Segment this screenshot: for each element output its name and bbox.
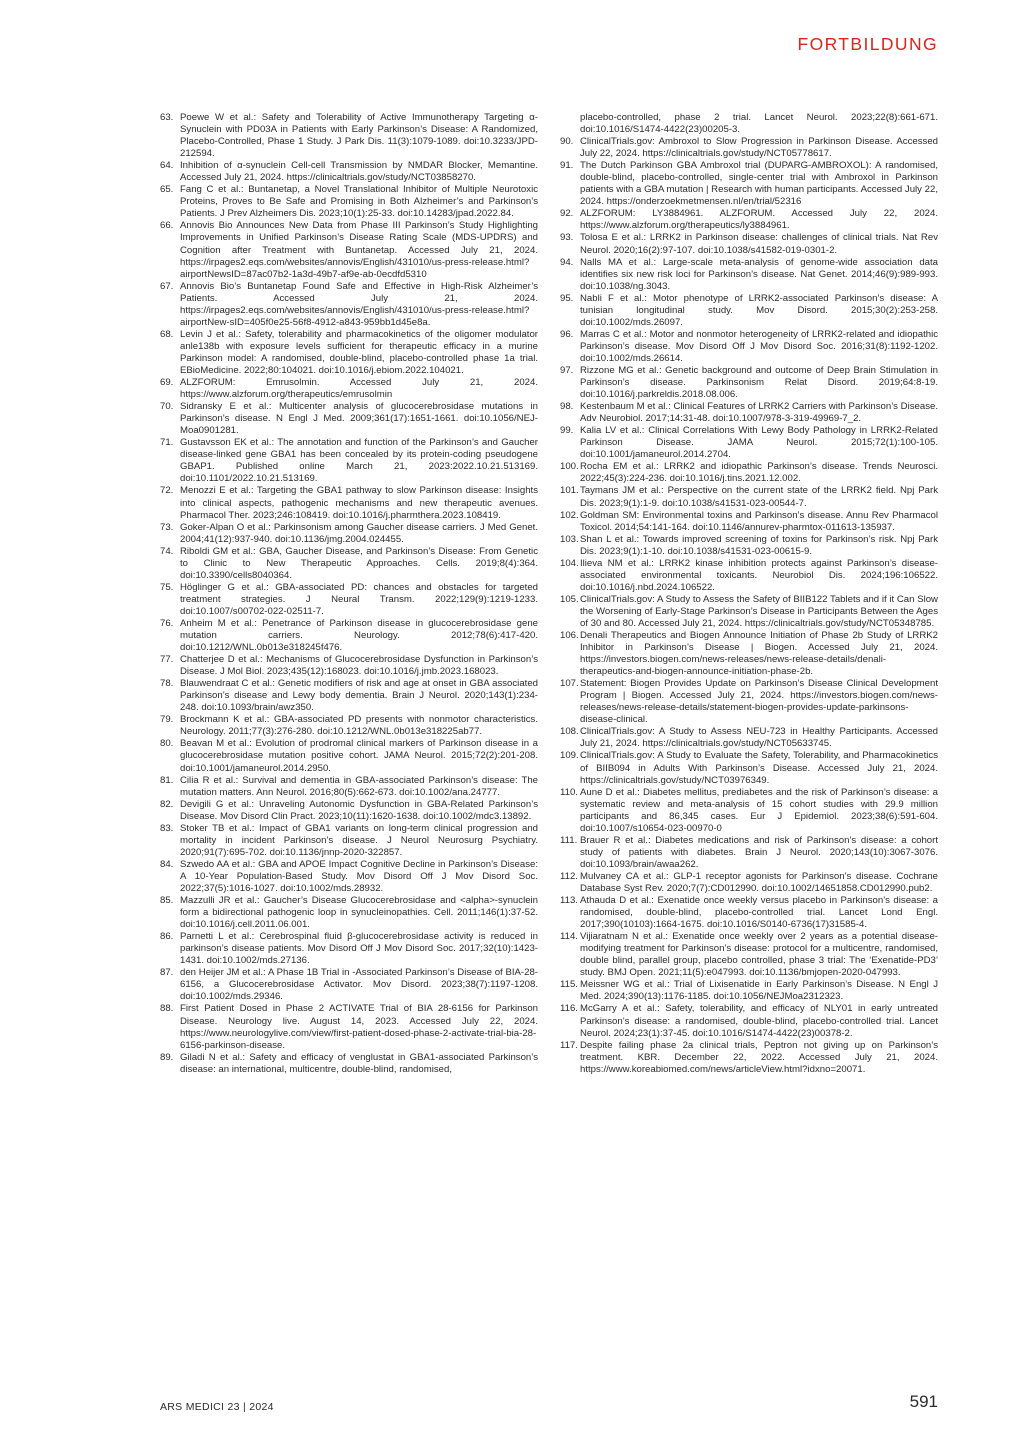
reference-text: Denali Therapeutics and Biogen Announce Initiation of Phase 2b Study of LRRK2 Inhibitor in Parkinson’s Disease | Biogen. Accessed July 21, 2024. https://investors.biogen.com/news-releases/news-release-details/denali-therapeutics-and-biogen-announce-initiation-phase-2b. [580, 630, 938, 678]
reference-number: 68. [160, 328, 174, 340]
reference-text: Marras C et al.: Motor and nonmotor heterogeneity of LRRK2-related and idiopathic Parkinson’s disease. Mov Disord Off J Mov Disord Soc. 2016;31(8):1192-1202. doi:10.1002/mds.26614. [580, 328, 938, 364]
reference-text: Szwedo AA et al.: GBA and APOE Impact Cognitive Decline in Parkinson’s Disease: A 10-Year Population-Based Study. Mov Disord Off J Mov Disord Soc. 2022;37(5):1016-1027. doi:10.1002/mds.28932. [180, 858, 538, 894]
reference-item [560, 293, 938, 329]
reference-item [560, 112, 938, 136]
reference-item [560, 232, 938, 256]
reference-number: 63. [160, 112, 174, 123]
reference-text: Brauer R et al.: Diabetes medications and risk of Parkinson’s disease: a cohort study of patients with diabetes. Brain J Neurol. 2020;143(10):3067-3076. doi:10.1093/brain/awaa262. [580, 834, 938, 870]
reference-text: Goldman SM: Environmental toxins and Parkinson’s disease. Annu Rev Pharmacol Toxicol. 2014;54:141-164. doi:10.1146/annurev-pharmtox-011613-135937. [580, 509, 938, 533]
reference-number: 110. [560, 786, 578, 798]
reference-text: Anheim M et al.: Penetrance of Parkinson disease in glucocerebrosidase gene mutation carriers. Neurology. 2012;78(6):417-420. doi:10.1212/WNL.0b013e318245f476. [180, 617, 538, 654]
reference-number: 82. [160, 798, 174, 810]
reference-item [160, 823, 538, 859]
reference-number: 93. [560, 232, 574, 244]
reference-number: 106. [560, 630, 579, 642]
reference-item [160, 738, 538, 774]
reference-text: ALZFORUM: LY3884961. ALZFORUM. Accessed July 22, 2024. https://www.alzforum.org/therapeutics/ly3884961. [580, 208, 938, 232]
reference-item [560, 534, 938, 558]
reference-item [160, 522, 538, 546]
reference-text: Statement: Biogen Provides Update on Parkinson’s Disease Clinical Development Program | Biogen. Accessed July 21, 2024. https://investors.biogen.com/news-releases/news-release-details/statement-biogen-provides-update-parkinsons-disease-clinical. [580, 678, 938, 726]
reference-item [560, 136, 938, 160]
journal-footer: ARS MEDICI 23 | 2024 [160, 1401, 274, 1413]
reference-text: Ilieva NM et al.: LRRK2 kinase inhibition protects against Parkinson’s disease-associated environmental toxicants. Neurobiol Dis. 2024;196:106522. doi:10.1016/j.nbd.2024.106522. [580, 557, 938, 593]
reference-number: 66. [160, 220, 174, 232]
reference-number: 76. [160, 617, 174, 629]
reference-number: 114. [560, 931, 578, 943]
reference-text: Fang C et al.: Buntanetap, a Novel Translational Inhibitor of Multiple Neurotoxic Proteins, Proves to Be Safe and Promising in Both Alzheimer’s and Parkinson’s Patients. J Prev Alzheimers Dis. 2023;10(1):25-33. doi:10.14283/jpad.2022.84. [180, 184, 538, 220]
reference-item [560, 329, 938, 365]
reference-text: Rizzone MG et al.: Genetic background and outcome of Deep Brain Stimulation in Parkinson’s disease. Parkinsonism Relat Disord. 2019;64:8-19. doi:10.1016/j.parkreldis.2018.08.006. [580, 364, 938, 401]
reference-text: The Dutch Parkinson GBA Ambroxol trial (DUPARG-AMBROXOL): A randomised, double-blind, placebo-controlled, single-center trial with Ambroxol in Parkinson patients with a GBA mutation | Research with human participants. Accessed July 22, 2024. https://onderzoekmetmensen.nl/en/trial/52316 [580, 160, 938, 208]
reference-number: 97. [560, 364, 574, 376]
references-left-column [160, 112, 538, 1076]
reference-number: 87. [160, 967, 174, 979]
reference-item [560, 787, 938, 835]
reference-text: Nalls MA et al.: Large-scale meta-analysis of genome-wide association data identifies six new risk loci for Parkinson’s disease. Nat Genet. 2014;46(9):989-993. doi:10.1038/ng.3043. [580, 256, 938, 292]
reference-item [560, 461, 938, 485]
reference-item [160, 281, 538, 329]
reference-number: 95. [560, 292, 574, 304]
reference-item [560, 510, 938, 534]
reference-text: Shan L et al.: Towards improved screening of toxins for Parkinson’s risk. Npj Park Dis. 2023;9(1):1-10. doi:10.1038/s41531-023-00615-9. [580, 533, 938, 557]
reference-item [160, 618, 538, 654]
reference-number: 111. [560, 834, 578, 846]
reference-item [560, 208, 938, 232]
reference-item [560, 425, 938, 461]
reference-text: Despite failing phase 2a clinical trials, Peptron not giving up on Parkinson’s treatment. KBR. December 22, 2022. Accessed July 21, 2024. https://www.koreabiomed.com/news/articleView.html?idxno=20071. [580, 1039, 938, 1075]
reference-number: 64. [160, 160, 174, 172]
reference-item [160, 377, 538, 401]
reference-number: 86. [160, 931, 174, 943]
reference-number: 91. [560, 160, 574, 172]
reference-item [160, 678, 538, 714]
reference-number: 104. [560, 557, 579, 569]
reference-number: 83. [160, 822, 174, 834]
reference-number: 102. [560, 509, 579, 521]
reference-number: 109. [560, 750, 579, 762]
reference-item [560, 895, 938, 931]
reference-item [560, 931, 938, 979]
reference-item [560, 726, 938, 750]
reference-text: Höglinger G et al.: GBA-associated PD: chances and obstacles for targeted treatment strategies. J Neural Transm. 2022;129(9):1219-1233. doi:10.1007/s00702-022-02511-7. [180, 581, 538, 617]
reference-number: 115. [560, 979, 578, 991]
reference-number: 78. [160, 678, 174, 690]
reference-text: Goker-Alpan O et al.: Parkinsonism among Gaucher disease carriers. J Med Genet. 2004;41(12):937-940. doi:10.1136/jmg.2004.024455. [180, 521, 538, 545]
reference-text: Taymans JM et al.: Perspective on the current state of the LRRK2 field. Npj Park Dis. 2023;9(1):1-9. doi:10.1038/s41531-023-00544-7. [580, 485, 938, 509]
reference-text: Kalia LV et al.: Clinical Correlations With Lewy Body Pathology in LRRK2-Related Parkinson Disease. JAMA Neurol. 2015;72(1):100-105. doi:10.1001/jamaneurol.2014.2704. [580, 425, 938, 461]
reference-text: Aune D et al.: Diabetes mellitus, prediabetes and the risk of Parkinson’s disease: a systematic review and meta-analysis of 15 cohort studies with 29.9 million participants and 86,345 cases. Eur J Epidemiol. 2023;38(6):591-604. doi:10.1007/s10654-023-00970-0 [580, 786, 938, 834]
reference-number: 75. [160, 581, 174, 593]
reference-number: 81. [160, 774, 174, 786]
reference-number: 98. [560, 401, 574, 413]
reference-item [160, 485, 538, 521]
reference-number: 105. [560, 593, 579, 605]
reference-number: 80. [160, 738, 174, 750]
reference-number: 103. [560, 533, 579, 545]
reference-number: 94. [560, 256, 574, 268]
reference-text: Inhibition of α-synuclein Cell-cell Transmission by NMDAR Blocker, Memantine. Accessed July 21, 2024. https://clinicaltrials.gov/study/NCT03858270. [180, 160, 538, 184]
reference-number: 117. [560, 1039, 578, 1051]
reference-text: Brockmann K et al.: GBA-associated PD presents with nonmotor characteristics. Neurology. 2011;77(3):276-280. doi:10.1212/WNL.0b013e318225ab77. [180, 714, 538, 738]
reference-text: Parnetti L et al.: Cerebrospinal fluid β-glucocerebrosidase activity is reduced in parkinson’s disease patients. Mov Disord Off J Mov Disord Soc. 2017;32(10):1423-1431. doi:10.1002/mds.27136. [180, 931, 538, 967]
reference-text: Stoker TB et al.: Impact of GBA1 variants on long-term clinical progression and mortality in incident Parkinson’s disease. J Neurol Neurosurg Psychiatry. 2020;91(7):695-702. doi:10.1136/jnnp-2020-322857. [180, 822, 538, 858]
reference-number: 67. [160, 280, 174, 292]
reference-text: Beavan M et al.: Evolution of prodromal clinical markers of Parkinson disease in a glucocerebrosidase mutation positive cohort. JAMA Neurol. 2015;72(2):201-208. doi:10.1001/jamaneurol.2014.2950. [180, 738, 538, 774]
reference-number: 116. [560, 1003, 578, 1015]
reference-item [160, 859, 538, 895]
reference-item [560, 558, 938, 594]
reference-item [160, 1003, 538, 1051]
reference-item [560, 160, 938, 208]
reference-number: 88. [160, 1003, 174, 1015]
reference-item [560, 1040, 938, 1076]
reference-text: Annovis Bio’s Buntanetap Found Safe and Effective in High-Risk Alzheimer’s Patients. Accessed July 21, 2024. https://irpages2.eqs.com/websites/annovis/English/431010/us-press-release.html?airportNew-sID=405f0e25-56f8-4912-a843-959bb1d45e8a. [180, 280, 538, 328]
reference-number: 74. [160, 545, 174, 557]
reference-number: 101. [560, 485, 579, 497]
reference-text: Mazzulli JR et al.: Gaucher’s Disease Glucocerebrosidase and <alpha>-synuclein form a bidirectional pathogenic loop in synucleinopathies. Cell. 2011;146(1):37-52. doi:10.1016/j.cell.2011.06.001. [180, 895, 538, 931]
reference-item [560, 871, 938, 895]
reference-text: Giladi N et al.: Safety and efficacy of venglustat in GBA1-associated Parkinson’s disease: an international, multicentre, double-blind, randomised, [180, 1051, 538, 1075]
reference-number: 79. [160, 714, 174, 726]
reference-number: 77. [160, 654, 174, 666]
reference-item [160, 714, 538, 738]
reference-number: 90. [560, 136, 574, 148]
reference-item [560, 979, 938, 1003]
reference-number: 99. [560, 425, 574, 437]
reference-text: Mulvaney CA et al.: GLP-1 receptor agonists for Parkinson’s disease. Cochrane Database Syst Rev. 2020;7(7):CD012990. doi:10.1002/14651858.CD012990.pub2. [580, 870, 938, 894]
page-number: 591 [909, 1392, 938, 1411]
reference-number: 72. [160, 485, 174, 497]
reference-item [160, 1052, 538, 1076]
reference-number: 69. [160, 377, 174, 389]
reference-item [560, 750, 938, 786]
reference-item [160, 437, 538, 485]
reference-number: 85. [160, 895, 174, 907]
reference-item [160, 160, 538, 184]
reference-text: Riboldi GM et al.: GBA, Gaucher Disease, and Parkinson’s Disease: From Genetic to Clinic to New Therapeutic Approaches. Cells. 2019;8(4):364. doi:10.3390/cells8040364. [180, 545, 538, 581]
reference-item [560, 485, 938, 509]
reference-item [160, 654, 538, 678]
reference-text: Devigili G et al.: Unraveling Autonomic Dysfunction in GBA-Related Parkinson’s Disease. Mov Disord Clin Pract. 2023;10(11):1620-1638. doi:10.1002/mdc3.13892. [180, 798, 538, 822]
reference-text: Menozzi E et al.: Targeting the GBA1 pathway to slow Parkinson disease: Insights into clinical aspects, pathogenic mechanisms and new therapeutic avenues. Pharmacol Ther. 2023;246:108419. doi:10.1016/j.pharmthera.2023.108419. [180, 485, 538, 521]
references-right-column [560, 112, 938, 1076]
reference-item [160, 967, 538, 1003]
reference-text: Nabli F et al.: Motor phenotype of LRRK2-associated Parkinson’s disease: A tunisian longitudinal study. Mov Disord. 2015;30(2):253-258. doi:10.1002/mds.26097. [580, 292, 938, 328]
reference-item [160, 582, 538, 618]
reference-item [160, 401, 538, 437]
section-title: FORTBILDUNG [797, 34, 938, 54]
reference-item [560, 1003, 938, 1039]
reference-item [560, 401, 938, 425]
reference-text: ClinicalTrials.gov: Ambroxol to Slow Progression in Parkinson Disease. Accessed July 22, 2024. https://clinicaltrials.gov/study/NCT05778617. [580, 136, 938, 160]
reference-item [160, 112, 538, 160]
reference-text: ClinicalTrials.gov: A Study to Assess NEU-723 in Healthy Participants. Accessed July 21, 2024. https://clinicaltrials.gov/study/NCT05633745. [580, 726, 938, 750]
reference-text: Rocha EM et al.: LRRK2 and idiopathic Parkinson’s disease. Trends Neurosci. 2022;45(3):224-236. doi:10.1016/j.tins.2021.12.002. [580, 461, 938, 485]
reference-number: 100. [560, 461, 579, 473]
reference-item [160, 799, 538, 823]
reference-item [160, 329, 538, 377]
reference-text: Gustavsson EK et al.: The annotation and function of the Parkinson’s and Gaucher disease-linked gene GBA1 has been concealed by its protein-coding pseudogene GBAP1. Published online March 21, 2023:2022.10.21.513169. doi:10.1101/2022.10.21.513169. [180, 437, 538, 485]
reference-text: Blauwendraat C et al.: Genetic modifiers of risk and age at onset in GBA associated Parkinson’s disease and Lewy body dementia. Brain J Neurol. 2020;143(1):234-248. doi:10.1093/brain/awz350. [180, 678, 538, 714]
reference-text: Sidransky E et al.: Multicenter analysis of glucocerebrosidase mutations in Parkinson’s disease. N Engl J Med. 2009;361(17):1651-1661. doi:10.1056/NEJ-Moa0901281. [180, 401, 538, 437]
reference-text: placebo-controlled, phase 2 trial. Lancet Neurol. 2023;22(8):661-671. doi:10.1016/S1474-4422(23)00205-3. [580, 112, 938, 136]
reference-item [160, 220, 538, 280]
reference-item [160, 775, 538, 799]
reference-item [560, 630, 938, 678]
reference-text: Levin J et al.: Safety, tolerability and pharmacokinetics of the oligomer modulator anle138b with exposure levels sufficient for therapeutic efficacy in a murine Parkinson model: A randomised, double-blind, placebo-controlled phase 1a trial. EBioMedicine. 2022;80:104021. doi:10.1016/j.ebiom.2022.104021. [180, 328, 538, 376]
reference-number: 108. [560, 726, 579, 738]
reference-item [560, 678, 938, 726]
reference-text: McGarry A et al.: Safety, tolerability, and efficacy of NLY01 in early untreated Parkinson’s disease: a randomised, double-blind, placebo-controlled trial. Lancet Neurol. 2024;23(1):37-45. doi:10.1016/S1474-4422(23)00378-2. [580, 1003, 938, 1039]
reference-text: Meissner WG et al.: Trial of Lixisenatide in Early Parkinson’s Disease. N Engl J Med. 2024;390(13):1176-1185. doi:10.1056/NEJMoa2312323. [580, 979, 938, 1003]
reference-text: Tolosa E et al.: LRRK2 in Parkinson disease: challenges of clinical trials. Nat Rev Neurol. 2020;16(2):97-107. doi:10.1038/s41582-019-0301-2. [580, 232, 938, 256]
reference-item [560, 835, 938, 871]
reference-item [160, 931, 538, 967]
reference-text: Athauda D et al.: Exenatide once weekly versus placebo in Parkinson’s disease: a randomised, double-blind, placebo-controlled trial. Lancet Lond Engl. 2017;390(10103):1664-1675. doi:10.1016/S0140-6736(17)31585-4. [580, 895, 938, 931]
reference-item [560, 257, 938, 293]
reference-number: 96. [560, 328, 574, 340]
reference-number: 73. [160, 521, 174, 533]
reference-text: ClinicalTrials.gov: A Study to Assess the Safety of BIIB122 Tablets and if it Can Slow the Worsening of Early-Stage Parkinson’s Disease in Participants Between the Ages of 30 and 80. Accessed July 21, 2024. https://clinicaltrials.gov/study/NCT05348785. [580, 593, 938, 629]
reference-item [160, 895, 538, 931]
reference-number: 92. [560, 208, 574, 220]
reference-number: 70. [160, 401, 174, 413]
reference-text: den Heijer JM et al.: A Phase 1B Trial in -Associated Parkinson’s Disease of BIA-28-6156, a Glucocerebrosidase Activator. Mov Disord. 2023;38(7):1197-1208. doi:10.1002/mds.29346. [180, 967, 538, 1003]
reference-item [160, 546, 538, 582]
reference-item [560, 365, 938, 401]
reference-text: ClinicalTrials.gov: A Study to Evaluate the Safety, Tolerability, and Pharmacokinetics of BIIB094 in Adults With Parkinson’s Disease. Accessed July 21, 2024. https://clinicaltrials.gov/study/NCT03976349. [580, 750, 938, 786]
reference-text: Poewe W et al.: Safety and Tolerability of Active Immunotherapy Targeting α-Synuclein with PD03A in Patients with Early Parkinson’s Disease: A Randomized, Placebo-Controlled, Phase 1 Study. J Park Dis. 11(3):1079-1089. doi:10.3233/JPD-212594. [180, 112, 538, 160]
reference-text: ALZFORUM: Emrusolmin. Accessed July 21, 2024. https://www.alzforum.org/therapeutics/emrusolmin [180, 377, 538, 401]
reference-number: 65. [160, 184, 174, 196]
reference-number: 71. [160, 437, 174, 449]
reference-number: 89. [160, 1051, 174, 1063]
reference-text: Kestenbaum M et al.: Clinical Features of LRRK2 Carriers with Parkinson’s Disease. Adv Neurobiol. 2017;14:31-48. doi:10.1007/978-3-319-49969-7_2. [580, 401, 938, 425]
reference-text: Chatterjee D et al.: Mechanisms of Glucocerebrosidase Dysfunction in Parkinson’s Disease. J Mol Biol. 2023;435(12):168023. doi:10.1016/j.jmb.2023.168023. [180, 654, 538, 678]
reference-item [560, 594, 938, 630]
reference-text: Vijiaratnam N et al.: Exenatide once weekly over 2 years as a potential disease-modifying treatment for Parkinson’s disease: protocol for a multicentre, randomised, double blind, parallel group, placebo controlled, phase 3 trial: The ‘Exenatide-PD3’ study. BMJ Open. 2021;11(5):e047993. doi:10.1136/bmjopen-2020-047993. [580, 931, 938, 979]
reference-text: Cilia R et al.: Survival and dementia in GBA-associated Parkinson’s disease: The mutation matters. Ann Neurol. 2016;80(5):662-673. doi:10.1002/ana.24777. [180, 774, 538, 798]
reference-number: 112. [560, 870, 578, 882]
reference-number: 107. [560, 678, 579, 690]
reference-number: 84. [160, 858, 174, 870]
reference-text: First Patient Dosed in Phase 2 ACTIVATE Trial of BIA 28-6156 for Parkinson Disease. Neurology live. August 14, 2023. Accessed July 22, 2024. https://www.neurologylive.com/view/first-patient-dosed-phase-2-activate-trial-bia-28-6156-parkinson-disease. [180, 1003, 538, 1051]
reference-number: 113. [560, 895, 578, 907]
reference-text: Annovis Bio Announces New Data from Phase III Parkinson’s Study Highlighting Improvements in Unified Parkinson’s Disease Rating Scale (MDS-UPDRS) and Cognition after Treatment with Buntanetap. Accessed July 21, 2024. https://irpages2.eqs.com/websites/annovis/English/431010/us-press-release.html?airportNewsID=87ac07b2-1a3d-49b7-af9e-ab-0ecdfd5310 [180, 220, 538, 280]
reference-item [160, 184, 538, 220]
